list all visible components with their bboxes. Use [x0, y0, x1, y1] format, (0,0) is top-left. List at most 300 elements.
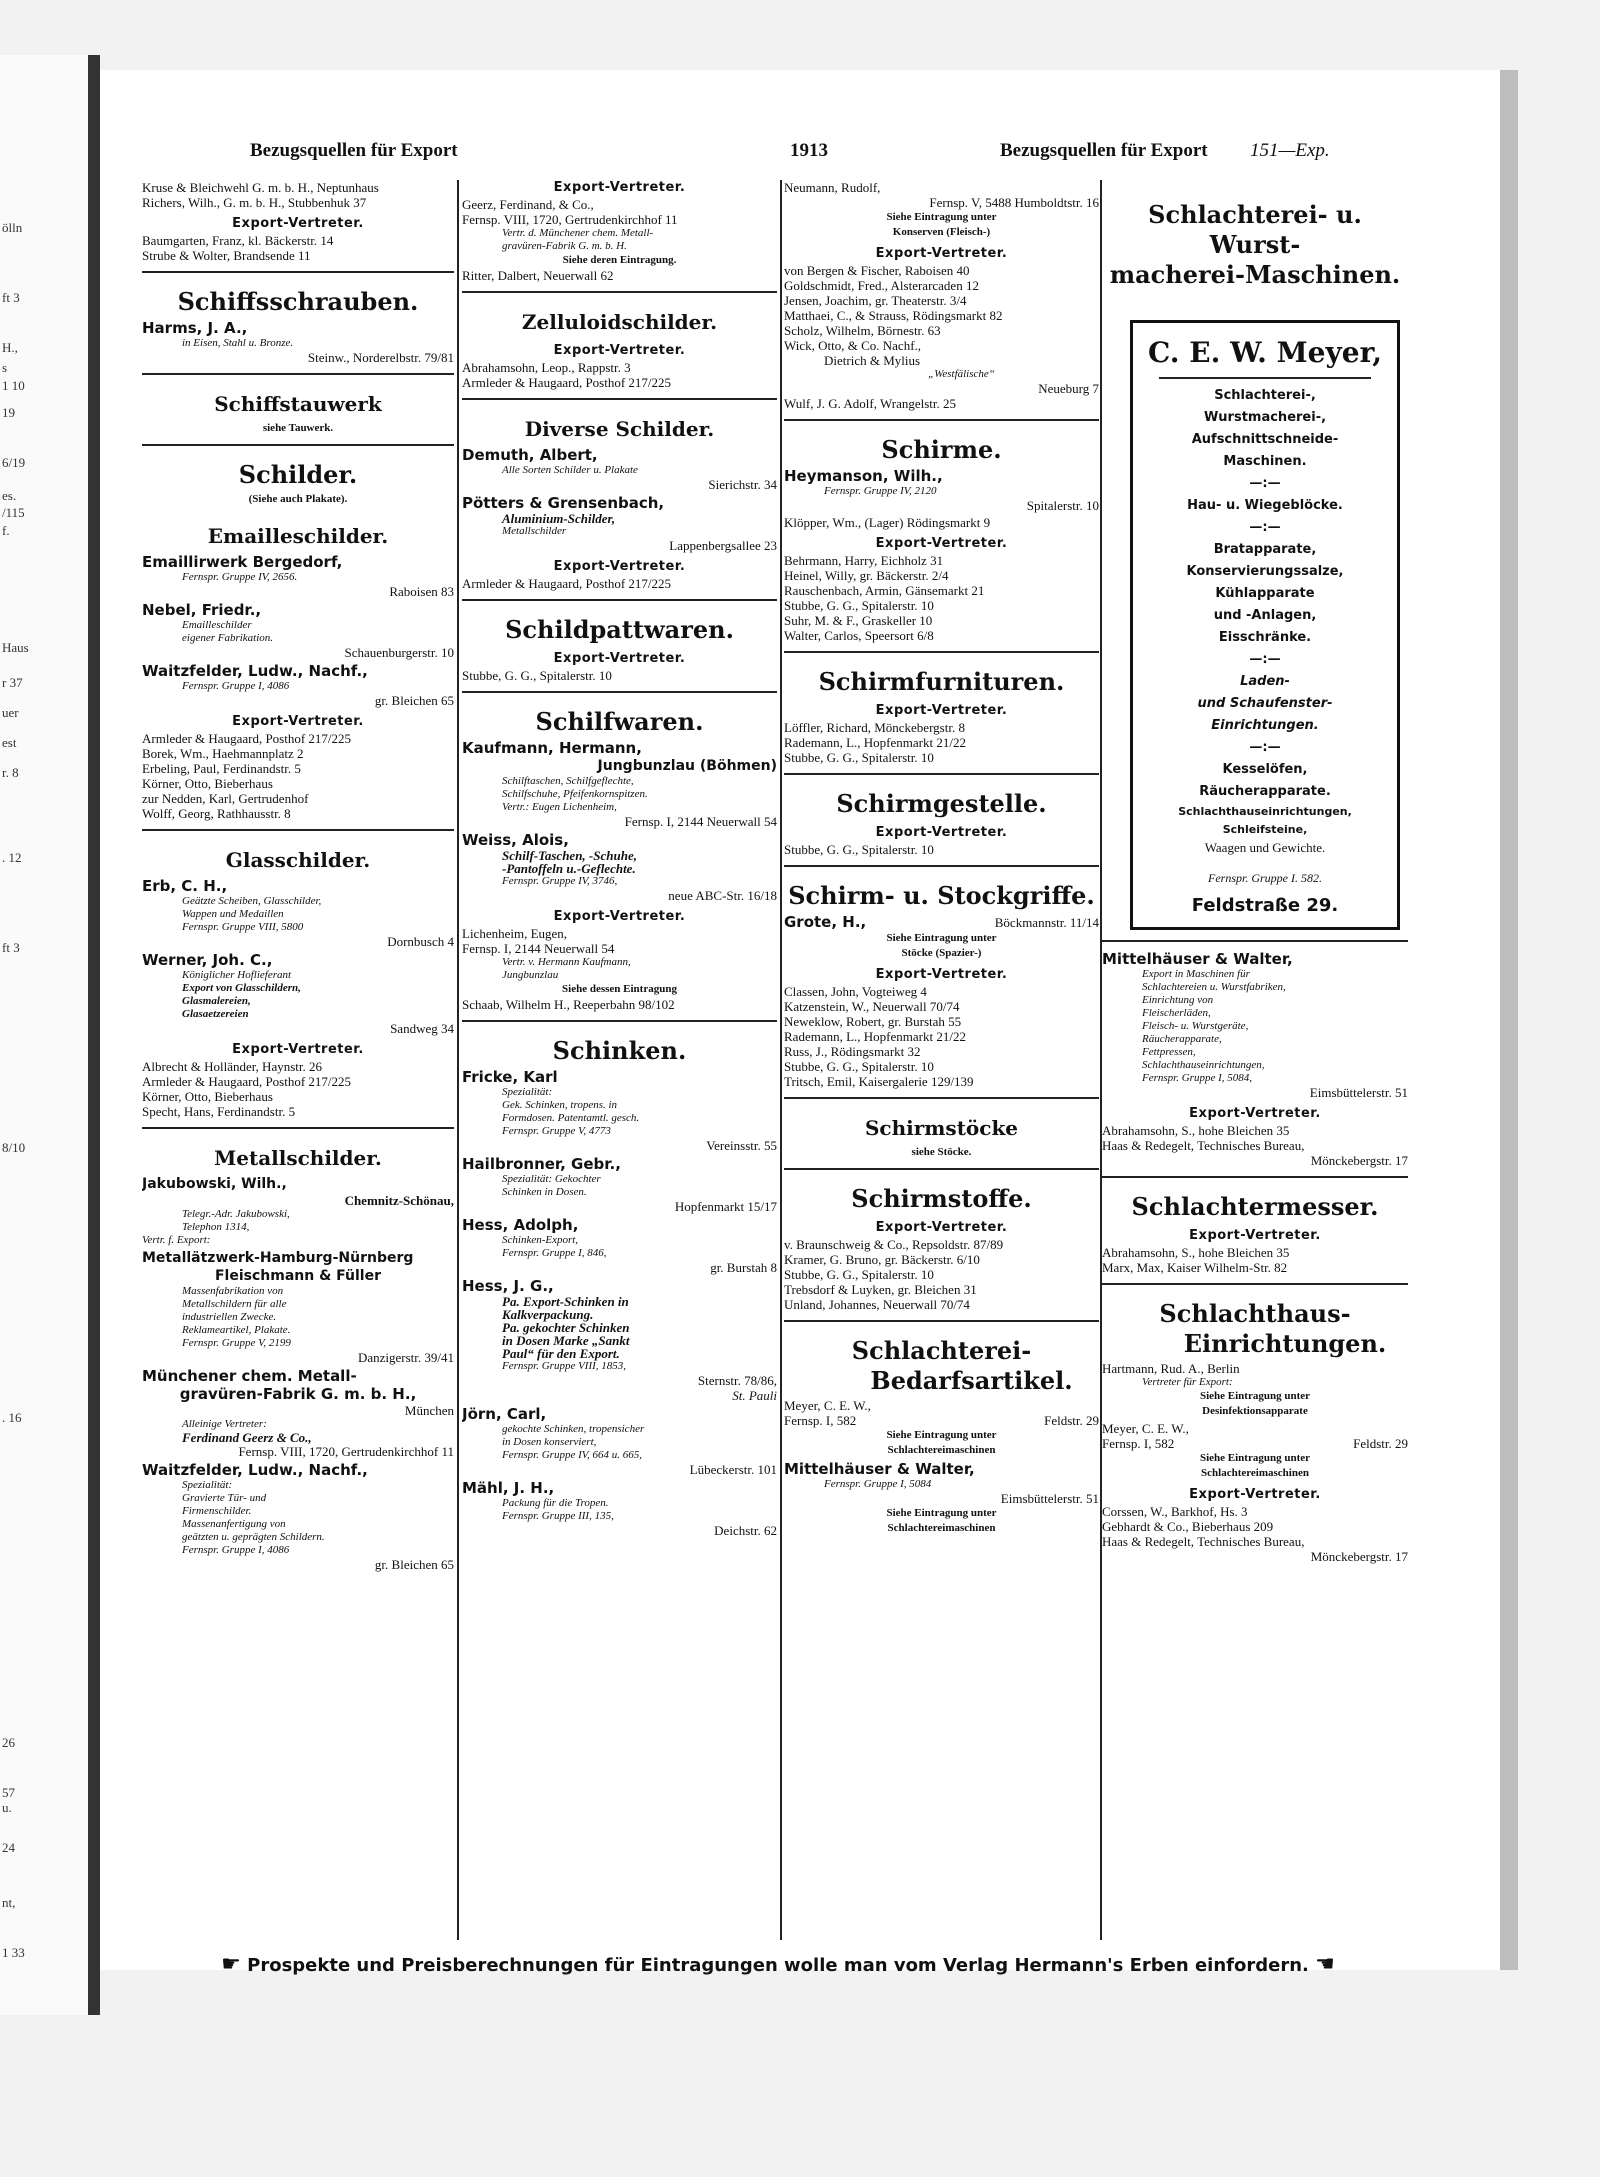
divider [462, 691, 777, 693]
firm-detail: Export von Glasschildern, [182, 982, 301, 994]
list-item [462, 446, 777, 492]
section-subheading: Export-Vertreter. [875, 246, 1008, 261]
firm-name: Jakubowski, Wilh., [142, 1176, 287, 1192]
firm-phone: Fernsp. I, 582 [1102, 1436, 1175, 1451]
firm-detail: Metallschilder [502, 525, 567, 537]
section-subheading: Export-Vertreter. [875, 1220, 1008, 1235]
firm-detail: Vertr. f. Export: [142, 1234, 211, 1246]
section-subheading: Export-Vertreter. [1189, 1106, 1321, 1121]
firm-address: Böckmannstr. 11/14 [994, 915, 1099, 930]
column-1 [142, 180, 454, 1940]
firm-detail: Fernspr. Gruppe I, 4086 [182, 680, 290, 692]
ad-line: Schleifsteine, [1222, 823, 1308, 836]
firm-address: Vereinsstr. 55 [706, 1138, 777, 1153]
section-subheading: Export-Vertreter. [553, 343, 686, 358]
pointing-hand-icon: ☛ [221, 1952, 241, 1977]
list-item: Albrecht & Holländer, Haynstr. 26 [142, 1059, 322, 1074]
prev-page-fragment: r 37 [2, 675, 23, 690]
firm-detail: gekochte Schinken, tropensicher [502, 1423, 645, 1435]
prev-page-fragment: es. [2, 488, 17, 503]
section-subheading: Export-Vertreter. [553, 909, 686, 924]
ad-line: Einrichtungen. [1211, 718, 1319, 733]
see-also: Schlachtereimaschinen [1201, 1467, 1309, 1479]
list-item: Stubbe, G. G., Spitalerstr. 10 [784, 842, 934, 857]
ad-line: —:— [1249, 476, 1281, 491]
firm-detail: Wappen und Medaillen [182, 908, 284, 920]
see-also: siehe Tauwerk. [262, 422, 334, 434]
list-item: Wick, Otto, & Co. Nachf., [784, 338, 922, 353]
section-title: Schlachterei- u. Wurst- [1148, 200, 1362, 259]
firm-detail: Gravierte Tür- und [182, 1492, 267, 1504]
list-item [142, 319, 454, 365]
firm-name: Mähl, J. H., [462, 1479, 555, 1497]
section-subheading: Export-Vertreter. [232, 1042, 364, 1057]
firm-detail: Fernspr. Gruppe I, 5084, [1142, 1072, 1252, 1084]
firm-name: Münchener chem. Metall- [142, 1367, 357, 1385]
section-subheading: Export-Vertreter. [875, 967, 1008, 982]
firm-address: gr. Burstah 8 [710, 1260, 777, 1275]
section-title: Metallschilder. [214, 1146, 382, 1170]
divider [142, 271, 454, 273]
firm-detail: Fleischerläden, [1142, 1007, 1211, 1019]
firm-name: Jörn, Carl, [462, 1405, 547, 1423]
column-divider [457, 180, 459, 1940]
firm-detail: Geätzte Scheiben, Glasschilder, [182, 895, 322, 907]
list-item [462, 1216, 777, 1275]
ad-line: Waagen und Gewichte. [1204, 840, 1326, 855]
section-subheading: Export-Vertreter. [875, 703, 1008, 718]
firm-address: Chemnitz-Schönau, [344, 1193, 454, 1208]
ad-line: —:— [1249, 520, 1281, 535]
list-item: Strube & Wolter, Brandsende 11 [142, 248, 311, 263]
header-left: Bezugsquellen für Export [250, 140, 458, 161]
divider [784, 419, 1099, 421]
prev-page-fragment: 6/19 [2, 455, 26, 470]
list-item [142, 601, 454, 660]
divider [142, 829, 454, 831]
list-item [462, 1479, 777, 1538]
list-item [142, 1175, 454, 1247]
see-also: Siehe Eintragung unter [886, 1507, 997, 1519]
firm-detail: Glasaetzereien [182, 1008, 249, 1020]
firm-detail: -Pantoffeln u.-Geflechte. [502, 861, 636, 876]
firm-address: Sternstr. 78/86, [697, 1373, 777, 1388]
see-also: Siehe Eintragung unter [886, 1429, 997, 1441]
page-footer [148, 1952, 1408, 1978]
firm-detail: Schilfschuhe, Pfeifenkornspitzen. [502, 788, 648, 800]
firm-detail: Königlicher Hoflieferant [182, 969, 292, 981]
ad-firm-name: C. E. W. Meyer, [1147, 336, 1383, 369]
firm-detail: Schinken-Export, [502, 1234, 579, 1246]
firm-name: Grote, H., [784, 913, 867, 931]
list-item: Armleder & Haugaard, Posthof 217/225 [142, 1074, 352, 1089]
firm-name: Meyer, C. E. W., [784, 1398, 871, 1413]
firm-phone: Fernsp. I, 582 [784, 1413, 857, 1428]
column-4 [1102, 180, 1408, 1940]
ad-line: Eisschränke. [1218, 630, 1312, 645]
firm-detail: Alleinige Vertreter: [182, 1418, 267, 1430]
list-item: Stubbe, G. G., Spitalerstr. 10 [784, 1267, 934, 1282]
list-item [462, 494, 777, 553]
firm-address: Eimsbüttelerstr. 51 [1309, 1085, 1408, 1100]
firm-address: Eimsbüttelerstr. 51 [1000, 1491, 1099, 1506]
ad-line: Aufschnittschneide- [1191, 432, 1339, 447]
firm-detail: Firmenschilder. [182, 1505, 252, 1517]
prev-page-fragment: . 12 [2, 850, 22, 865]
list-item: Körner, Otto, Bieberhaus [142, 776, 273, 791]
firm-detail: Räucherapparate, [1142, 1033, 1222, 1045]
list-item: Schaab, Wilhelm H., Reeperbahn 98/102 [462, 997, 675, 1012]
list-item [462, 739, 777, 829]
firm-detail: Fernspr. Gruppe V, 4773 [502, 1125, 611, 1137]
list-item [784, 1460, 1099, 1536]
firm-detail: Fernspr. Gruppe VIII, 1853, [502, 1360, 627, 1372]
firm-address: Fernsp. VIII, 1720, Gertrudenkirchhof 11 [238, 1444, 454, 1459]
see-also: Stöcke (Spazier-) [901, 947, 982, 959]
divider [784, 1097, 1099, 1099]
divider [462, 291, 777, 293]
list-item: Scholz, Wilhelm, Börnestr. 63 [784, 323, 941, 338]
firm-detail: Massenanfertigung von [182, 1518, 286, 1530]
firm-name: Pötters & Grensenbach, [462, 494, 665, 512]
section-subheading: Export-Vertreter. [875, 536, 1008, 551]
firm-detail: Pa. Export-Schinken in [502, 1294, 629, 1309]
list-item: Mönckebergstr. 17 [1310, 1549, 1408, 1564]
prev-page-fragment: uer [2, 705, 19, 720]
prev-page-fragment: Haus [2, 640, 29, 655]
firm-address: Spitalerstr. 10 [1026, 498, 1099, 513]
firm-address: gr. Bleichen 65 [374, 693, 454, 708]
list-item: Mönckebergstr. 17 [1310, 1153, 1408, 1168]
prev-page-fragment: 1 10 [2, 378, 25, 393]
firm-detail: Schilf-Taschen, -Schuhe, [502, 848, 637, 863]
section-subheading: Export-Vertreter. [232, 714, 364, 729]
firm-detail: Schilftaschen, Schilfgeflechte, [502, 775, 634, 787]
section-title: Glasschilder. [225, 848, 371, 872]
list-item [1102, 950, 1408, 1100]
list-item [462, 831, 777, 903]
ad-line: —:— [1249, 652, 1281, 667]
list-item: Erbeling, Paul, Ferdinandstr. 5 [142, 761, 301, 776]
see-also: Siehe Eintragung unter [1199, 1452, 1310, 1464]
firm-name: Kaufmann, Hermann, [462, 739, 642, 757]
list-item: Borek, Wm., Haehmannplatz 2 [142, 746, 304, 761]
section-title: Schilfwaren. [535, 707, 704, 736]
list-item: Stubbe, G. G., Spitalerstr. 10 [462, 668, 612, 683]
list-item: Stubbe, G. G., Spitalerstr. 10 [784, 598, 934, 613]
prev-page-fragment: 8/10 [2, 1140, 26, 1155]
firm-name: Jungbunzlau (Böhmen) [597, 758, 777, 774]
section-title: Schirmfurnituren. [818, 667, 1065, 696]
section-title: Emailleschilder. [207, 524, 389, 548]
firm-address: München [404, 1403, 454, 1418]
column-divider [780, 180, 782, 1940]
see-also: Siehe dessen Eintragung [562, 983, 677, 995]
prev-page-fragment: f. [2, 523, 10, 538]
firm-detail: Fernspr. Gruppe IV, 3746, [502, 875, 618, 887]
prev-page-fragment: s [2, 360, 8, 375]
list-item: Gebhardt & Co., Bieberhaus 209 [1102, 1519, 1274, 1534]
firm-detail: Spezialität: Gekochter [502, 1173, 601, 1185]
firm-address: Neueburg 7 [1038, 381, 1099, 396]
firm-detail: industriellen Zwecke. [182, 1311, 277, 1323]
divider [784, 1168, 1099, 1170]
list-item: Marx, Max, Kaiser Wilhelm-Str. 82 [1102, 1260, 1288, 1275]
ad-street: Feldstraße 29. [1191, 895, 1339, 916]
firm-name: Waitzfelder, Ludw., Nachf., [142, 662, 368, 680]
column-3 [784, 180, 1099, 1940]
section-subheading: Export-Vertreter. [875, 825, 1008, 840]
ad-line: Räucherapparate. [1199, 784, 1331, 799]
firm-detail: Paul“ für den Export. [502, 1346, 620, 1361]
firm-detail: Fernspr. Gruppe I, 4086 [182, 1544, 290, 1556]
firm-detail: Fleisch- u. Wurstgeräte, [1142, 1020, 1249, 1032]
header-right: Bezugsquellen für Export [1000, 140, 1208, 161]
firm-name: Heymanson, Wilh., [784, 467, 943, 485]
firm-name: Harms, J. A., [142, 319, 248, 337]
firm-name: Erb, C. H., [142, 877, 228, 895]
see-also: Desinfektionsapparate [1202, 1405, 1308, 1417]
divider [142, 373, 454, 375]
section-title: Bedarfsartikel. [870, 1366, 1073, 1395]
firm-name: Hailbronner, Gebr., [462, 1155, 621, 1173]
list-item: Trebsdorf & Luyken, gr. Bleichen 31 [784, 1282, 977, 1297]
list-item: Kramer, G. Bruno, gr. Bäckerstr. 6/10 [784, 1252, 980, 1267]
ad-line: Maschinen. [1223, 454, 1307, 469]
firm-detail: Vertr.: Eugen Lichenheim, [502, 801, 617, 813]
section-title: Schirmstoffe. [851, 1184, 1032, 1213]
list-item [1102, 1361, 1408, 1419]
list-item: Neumann, Rudolf, [784, 180, 881, 195]
ad-line: Laden- [1240, 674, 1290, 689]
divider [1102, 1283, 1408, 1285]
section-title: Einrichtungen. [1183, 1329, 1387, 1358]
list-item: Rauschenbach, Armin, Gänsemarkt 21 [784, 583, 985, 598]
firm-detail: geätzten u. geprägten Schildern. [182, 1531, 325, 1543]
firm-name: Mittelhäuser & Walter, [784, 1460, 975, 1478]
prev-page-fragment: r. 8 [2, 765, 19, 780]
firm-detail: Fernspr. Gruppe V, 2199 [182, 1337, 291, 1349]
list-item [1102, 1421, 1408, 1481]
see-also: Siehe Eintragung unter [886, 932, 997, 944]
firm-address: Lappenbergsallee 23 [669, 538, 777, 553]
previous-page-edge [0, 55, 90, 2015]
list-item: Fernsp. V, 5488 Humboldtstr. 16 [929, 195, 1099, 210]
firm-detail: Alle Sorten Schilder u. Plakate [502, 464, 638, 476]
firm-detail: Jungbunzlau [502, 969, 559, 981]
list-item: Heinel, Willy, gr. Bäckerstr. 2/4 [784, 568, 949, 583]
list-item: Löffler, Richard, Mönckebergstr. 8 [784, 720, 965, 735]
firm-detail: Kalkverpackung. [502, 1307, 594, 1322]
section-title: Schiffstauwerk [214, 392, 382, 416]
divider [142, 1127, 454, 1129]
section-subheading: Export-Vertreter. [232, 216, 364, 231]
firm-detail: Metallschildern für alle [182, 1298, 287, 1310]
firm-detail: Fernspr. Gruppe I, 846, [502, 1247, 607, 1259]
list-item: Specht, Hans, Ferdinandstr. 5 [142, 1104, 296, 1119]
list-item: Unland, Johannes, Neuerwall 70/74 [784, 1297, 970, 1312]
list-item: Klöpper, Wm., (Lager) Rödingsmarkt 9 [784, 515, 991, 530]
list-item: Tritsch, Emil, Kaisergalerie 129/139 [784, 1074, 974, 1089]
firm-address: Fernsp. I, 2144 Neuerwall 54 [624, 814, 777, 829]
header-year: 1913 [790, 140, 828, 161]
list-item: Corssen, W., Barkhof, Hs. 3 [1102, 1504, 1248, 1519]
ad-line: Kesselöfen, [1222, 762, 1308, 777]
firm-name: Demuth, Albert, [462, 446, 598, 464]
list-item [142, 951, 454, 1036]
firm-detail: Telegr.-Adr. Jakubowski, [182, 1208, 290, 1220]
list-item: Wulf, J. G. Adolf, Wrangelstr. 25 [784, 396, 957, 411]
ad-line: —:— [1249, 740, 1281, 755]
list-item [142, 1461, 454, 1572]
list-item: Geerz, Ferdinand, & Co., [462, 197, 594, 212]
list-item: Matthaei, C., & Strauss, Rödingsmarkt 82 [784, 308, 1003, 323]
firm-address: Sandweg 34 [390, 1021, 454, 1036]
prev-page-fragment: 24 [2, 1840, 15, 1855]
prev-page-fragment: est [2, 735, 17, 750]
divider [462, 1020, 777, 1022]
list-item: Rademann, L., Hopfenmarkt 21/22 [784, 1029, 966, 1044]
footer-notice: Prospekte und Preisberechnungen für Eintragungen wolle man vom Verlag Hermann's Erben einfordern. [247, 1955, 1309, 1976]
firm-name: Hartmann, Rud. A., Berlin [1102, 1361, 1240, 1376]
firm-address: Feldstr. 29 [1353, 1436, 1408, 1451]
firm-detail: Einrichtung von [1142, 994, 1214, 1006]
ad-line: Schlachthauseinrichtungen, [1178, 805, 1352, 818]
prev-page-fragment: ft 3 [2, 290, 20, 305]
firm-detail: Fernspr. Gruppe VIII, 5800 [182, 921, 304, 933]
list-item [142, 1367, 454, 1459]
list-item: Kruse & Bleichwehl G. m. b. H., Neptunhaus [142, 180, 379, 195]
prev-page-fragment: H., [2, 340, 18, 355]
list-item: Abrahamsohn, S., hohe Bleichen 35 [1102, 1245, 1290, 1260]
prev-page-fragment: ölln [2, 220, 23, 235]
firm-address: Hopfenmarkt 15/17 [674, 1199, 777, 1214]
ad-line: und -Anlagen, [1213, 608, 1317, 623]
list-item: Katzenstein, W., Neuerwall 70/74 [784, 999, 960, 1014]
firm-address: gr. Bleichen 65 [374, 1557, 454, 1572]
firm-detail: in Dosen konserviert, [502, 1436, 597, 1448]
firm-detail: Packung für die Tropen. [502, 1497, 609, 1509]
divider [1102, 1176, 1408, 1178]
list-item: Rademann, L., Hopfenmarkt 21/22 [784, 735, 966, 750]
firm-address: Schauenburgerstr. 10 [344, 645, 454, 660]
list-item: Goldschmidt, Fred., Alsterarcaden 12 [784, 278, 979, 293]
prev-page-fragment: 19 [2, 405, 15, 420]
firm-detail: Fernspr. Gruppe IV, 664 u. 665, [502, 1449, 643, 1461]
firm-detail: Fernspr. Gruppe IV, 2120 [824, 485, 937, 497]
divider [462, 398, 777, 400]
firm-detail: Spezialität: [502, 1086, 553, 1098]
firm-name: Hess, Adolph, [462, 1216, 579, 1234]
firm-address: Raboisen 83 [389, 584, 454, 599]
firm-address: Lübeckerstr. 101 [689, 1462, 777, 1477]
section-subheading: Export-Vertreter. [553, 559, 686, 574]
firm-name: Metallätzwerk-Hamburg-Nürnberg [142, 1250, 414, 1266]
pointing-hand-icon: ☚ [1315, 1952, 1335, 1977]
see-also: Siehe deren Eintragung. [562, 254, 677, 266]
list-item: zur Nedden, Karl, Gertrudenhof [142, 791, 309, 806]
firm-detail: Vertreter für Export: [1142, 1376, 1233, 1388]
ad-phone: Fernspr. Gruppe I. 582. [1208, 871, 1322, 885]
section-title: Schiffsschrauben. [177, 287, 419, 316]
list-item: Stubbe, G. G., Spitalerstr. 10 [784, 1059, 934, 1074]
firm-detail: „Westfälische“ [928, 368, 995, 380]
firm-name: Hess, J. G., [462, 1277, 554, 1295]
section-subheading: Export-Vertreter. [1189, 1228, 1321, 1243]
firm-detail: Aluminium-Schilder, [502, 511, 616, 526]
divider [1159, 377, 1371, 379]
firm-detail: gravüren-Fabrik G. m. b. H. [502, 240, 627, 252]
list-item: Lichenheim, Eugen, [462, 926, 568, 941]
section-title: Diverse Schilder. [524, 417, 715, 441]
list-item [784, 913, 1099, 961]
firm-detail: Vertr. v. Hermann Kaufmann, [502, 956, 631, 968]
list-item: Behrmann, Harry, Eichholz 31 [784, 553, 944, 568]
list-item: Baumgarten, Franz, kl. Bäckerstr. 14 [142, 233, 334, 248]
firm-detail: Fernspr. Gruppe III, 135, [502, 1510, 614, 1522]
firm-address: neue ABC-Str. 16/18 [668, 888, 777, 903]
firm-address: Feldstr. 29 [1044, 1413, 1099, 1428]
section-title: Schilder. [238, 460, 358, 489]
firm-detail: Schlachtereien u. Wurstfabriken, [1142, 981, 1286, 993]
section-title: Schirmstöcke [864, 1116, 1019, 1140]
binding-gutter [88, 55, 100, 2015]
section-title: Schirmgestelle. [836, 789, 1047, 818]
divider [784, 773, 1099, 775]
firm-name: gravüren-Fabrik G. m. b. H., [179, 1385, 417, 1403]
firm-detail: Fernspr. Gruppe IV, 2656. [182, 571, 298, 583]
prev-page-fragment: 26 [2, 1735, 15, 1750]
list-item: Körner, Otto, Bieberhaus [142, 1089, 273, 1104]
firm-detail: in Dosen Marke „Sankt [502, 1333, 630, 1348]
ad-line: Hau- u. Wiegeblöcke. [1187, 498, 1343, 513]
list-item [142, 1249, 454, 1365]
list-item: Neweklow, Robert, gr. Burstah 55 [784, 1014, 962, 1029]
divider [784, 651, 1099, 653]
section-title: Schirme. [881, 435, 1002, 464]
firm-name: Emaillirwerk Bergedorf, [142, 553, 343, 571]
firm-detail: Telephon 1314, [182, 1221, 250, 1233]
firm-address: Steinw., Norderelbstr. 79/81 [307, 350, 454, 365]
section-title: Schinken. [552, 1036, 687, 1065]
divider [784, 865, 1099, 867]
list-item: Classen, John, Vogteiweg 4 [784, 984, 927, 999]
list-item: v. Braunschweig & Co., Repsoldstr. 87/89 [784, 1237, 1004, 1252]
list-item: Russ, J., Rödingsmarkt 32 [784, 1044, 921, 1059]
firm-name: Fleischmann & Füller [214, 1268, 381, 1284]
list-item: Ritter, Dalbert, Neuerwall 62 [462, 268, 614, 283]
list-item [462, 1405, 777, 1477]
see-also: Schlachtereimaschinen [887, 1444, 996, 1456]
section-title: Zelluloidschilder. [521, 310, 718, 334]
column-2 [462, 180, 777, 1940]
firm-detail: Vertr. d. Münchener chem. Metall- [502, 227, 654, 239]
firm-name: Werner, Joh. C., [142, 951, 273, 969]
list-item [784, 1398, 1099, 1458]
section-subheading: Export-Vertreter. [1189, 1487, 1321, 1502]
see-also: Konserven (Fleisch-) [892, 226, 991, 238]
list-item [142, 877, 454, 949]
firm-address: Deichstr. 62 [714, 1523, 777, 1538]
list-item: Jensen, Joachim, gr. Theaterstr. 3/4 [784, 293, 967, 308]
firm-detail: Reklameartikel, Plakate. [182, 1324, 291, 1336]
list-item: Fernsp. I, 2144 Neuerwall 54 [462, 941, 615, 956]
firm-detail: Fernspr. Gruppe I, 5084 [824, 1478, 932, 1490]
firm-detail: Glasmalereien, [182, 995, 251, 1007]
prev-page-fragment: 57 [2, 1785, 15, 1800]
section-title: Schirm- u. Stockgriffe. [788, 881, 1095, 910]
list-item [784, 467, 1099, 513]
